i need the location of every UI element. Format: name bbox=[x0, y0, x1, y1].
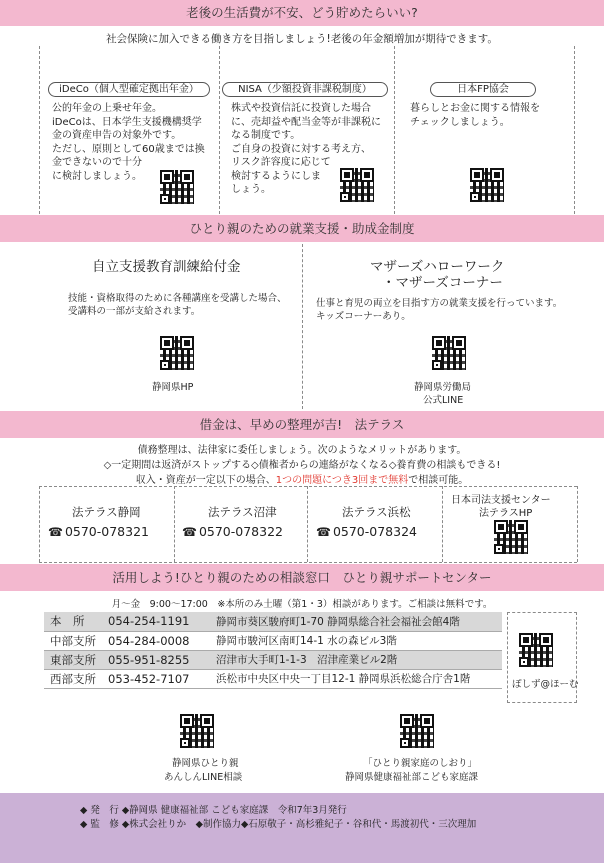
nisa-pill: NISA（少額投資非課税制度） bbox=[222, 82, 388, 97]
phone-icon: ☎ bbox=[316, 525, 331, 539]
houterasu-hamamatsu-name: 法テラス浜松 bbox=[342, 505, 411, 519]
handbook-label-1: 「ひとり親家庭のしおり」 bbox=[363, 758, 478, 769]
support-center-table bbox=[44, 612, 502, 689]
handbook-qr-code[interactable] bbox=[400, 714, 434, 748]
handbook-label-2: 静岡県健康福祉部こども家庭課 bbox=[345, 772, 479, 783]
prefecture-hp-label: 静岡県HP bbox=[152, 382, 194, 393]
ideco-pill: iDeCo（個人型確定拠出年金） bbox=[48, 82, 210, 97]
labor-bureau-line-qr-code[interactable] bbox=[432, 336, 466, 370]
mothers-hellowork-text: 仕事と育児の両立を目指す方の就業支援を行っています。 キッズコーナーあり。 bbox=[316, 298, 563, 322]
poshizu-home-qr-code[interactable] bbox=[519, 633, 553, 667]
anshin-line-label-2: あんしんLINE相談 bbox=[164, 772, 243, 783]
section-title-debt: 借金は、早めの整理が吉! 法テラス bbox=[0, 411, 604, 438]
section-title-support-center: 活用しよう!ひとり親のための相談窓口 ひとり親サポートセンター bbox=[0, 564, 604, 591]
section-title-employment: ひとり親のための就業支援・助成金制度 bbox=[0, 215, 604, 242]
houterasu-hp-qr-code[interactable] bbox=[494, 520, 528, 554]
houterasu-hp-label-1: 日本司法支援センター bbox=[451, 495, 551, 506]
fp-qr-code[interactable] bbox=[470, 168, 504, 202]
section-title-savings: 老後の生活費が不安、どう貯めたらいい? bbox=[0, 0, 604, 26]
anshin-line-qr-code[interactable] bbox=[180, 714, 214, 748]
table-row: 本 所 054-254-1191 静岡市葵区駿府町1-70 静岡県総合社会福祉会館4階 bbox=[44, 612, 502, 631]
publisher-line: ◆ 発 行 ◆静岡県 健康福祉部 こども家庭課 令和7年3月発行 bbox=[80, 805, 347, 816]
footer bbox=[0, 793, 604, 863]
prefecture-hp-qr-code[interactable] bbox=[160, 336, 194, 370]
nisa-qr-code[interactable] bbox=[340, 168, 374, 202]
houterasu-numazu-name: 法テラス沼津 bbox=[208, 505, 277, 519]
nisa-text: 株式や投資信託に投資した場合 に、売却益や配当金等が非課税に なる制度です。 ご自身の投資に対する考え方、 リスク許容度に応じて 検討するようにしま しょう。 bbox=[231, 103, 381, 195]
ideco-text: 公的年金の上乗せ年金。 iDeCoは、日本学生支援機構奨学 金の資産申告の対象外です。 ただし、原則として60歳までは換 金できないので十分 に検討しましょう。 bbox=[52, 103, 205, 182]
houterasu-hamamatsu-phone[interactable]: ☎ 0570-078324 bbox=[316, 524, 417, 539]
mothers-hellowork-heading-2: ・マザーズコーナー bbox=[382, 275, 503, 291]
tobu-phone[interactable]: 055-951-8255 bbox=[102, 650, 210, 669]
debt-line-2: ◇一定期間は返済がストップする◇債権者からの連絡がなくなる◇養育費の相談もできる! bbox=[103, 460, 501, 471]
honsho-phone[interactable]: 054-254-1191 bbox=[102, 612, 210, 631]
chubu-phone[interactable]: 054-284-0008 bbox=[102, 631, 210, 650]
debt-line-3: 収入・資産が一定以下の場合、1つの問題につき3回まで無料で相談可能。 bbox=[135, 475, 469, 486]
poshizu-home-label: ぽしず@ほーむ bbox=[512, 679, 579, 690]
debt-line-1: 債務整理は、法律家に委任しましょう。次のようなメリットがあります。 bbox=[137, 445, 467, 456]
houterasu-shizuoka-phone[interactable]: ☎ 0570-078321 bbox=[48, 524, 149, 539]
houterasu-shizuoka-name: 法テラス静岡 bbox=[72, 505, 141, 519]
savings-lead: 社会保険に加入できる働き方を目指しましょう!老後の年金額増加が期待できます。 bbox=[106, 33, 498, 45]
seibu-phone[interactable]: 053-452-7107 bbox=[102, 669, 210, 688]
training-benefit-heading: 自立支援教育訓練給付金 bbox=[92, 259, 241, 275]
fp-pill: 日本FP協会 bbox=[430, 82, 536, 97]
table-row: 中部支所 054-284-0008 静岡市駿河区南町14-1 水の森ビル3階 bbox=[44, 631, 502, 650]
table-row: 西部支所 053-452-7107 浜松市中央区中央一丁目12-1 静岡県浜松総合庁舎1階 bbox=[44, 669, 502, 688]
labor-bureau-line-label: 公式LINE bbox=[423, 395, 464, 406]
houterasu-hp-label-2: 法テラスHP bbox=[479, 508, 533, 519]
training-benefit-text: 技能・資格取得のために各種講座を受講した場合、 受講料の一部が支給されます。 bbox=[68, 293, 287, 317]
free-consult-highlight: 1つの問題につき3回まで無料 bbox=[275, 475, 409, 486]
phone-icon: ☎ bbox=[182, 525, 197, 539]
ideco-qr-code[interactable] bbox=[160, 170, 194, 204]
fp-text: 暮らしとお金に関する情報を チェックしましょう。 bbox=[410, 103, 540, 128]
houterasu-numazu-phone[interactable]: ☎ 0570-078322 bbox=[182, 524, 283, 539]
anshin-line-label-1: 静岡県ひとり親 bbox=[172, 758, 239, 769]
table-row: 東部支所 055-951-8255 沼津市大手町1-1-3 沼津産業ビル2階 bbox=[44, 650, 502, 669]
labor-bureau-label: 静岡県労働局 bbox=[414, 382, 472, 393]
supervisor-line: ◆ 監 修 ◆株式会社りか ◆制作協力◆石原敬子・高杉雅紀子・谷和代・馬渡初代・三次理加 bbox=[80, 819, 477, 830]
phone-icon: ☎ bbox=[48, 525, 63, 539]
support-hours: 月～金 9:00～17:00 ※本所のみ土曜（第1・3）相談があります。ご相談は無料です。 bbox=[111, 599, 493, 610]
mothers-hellowork-heading-1: マザーズハローワーク bbox=[370, 259, 505, 275]
